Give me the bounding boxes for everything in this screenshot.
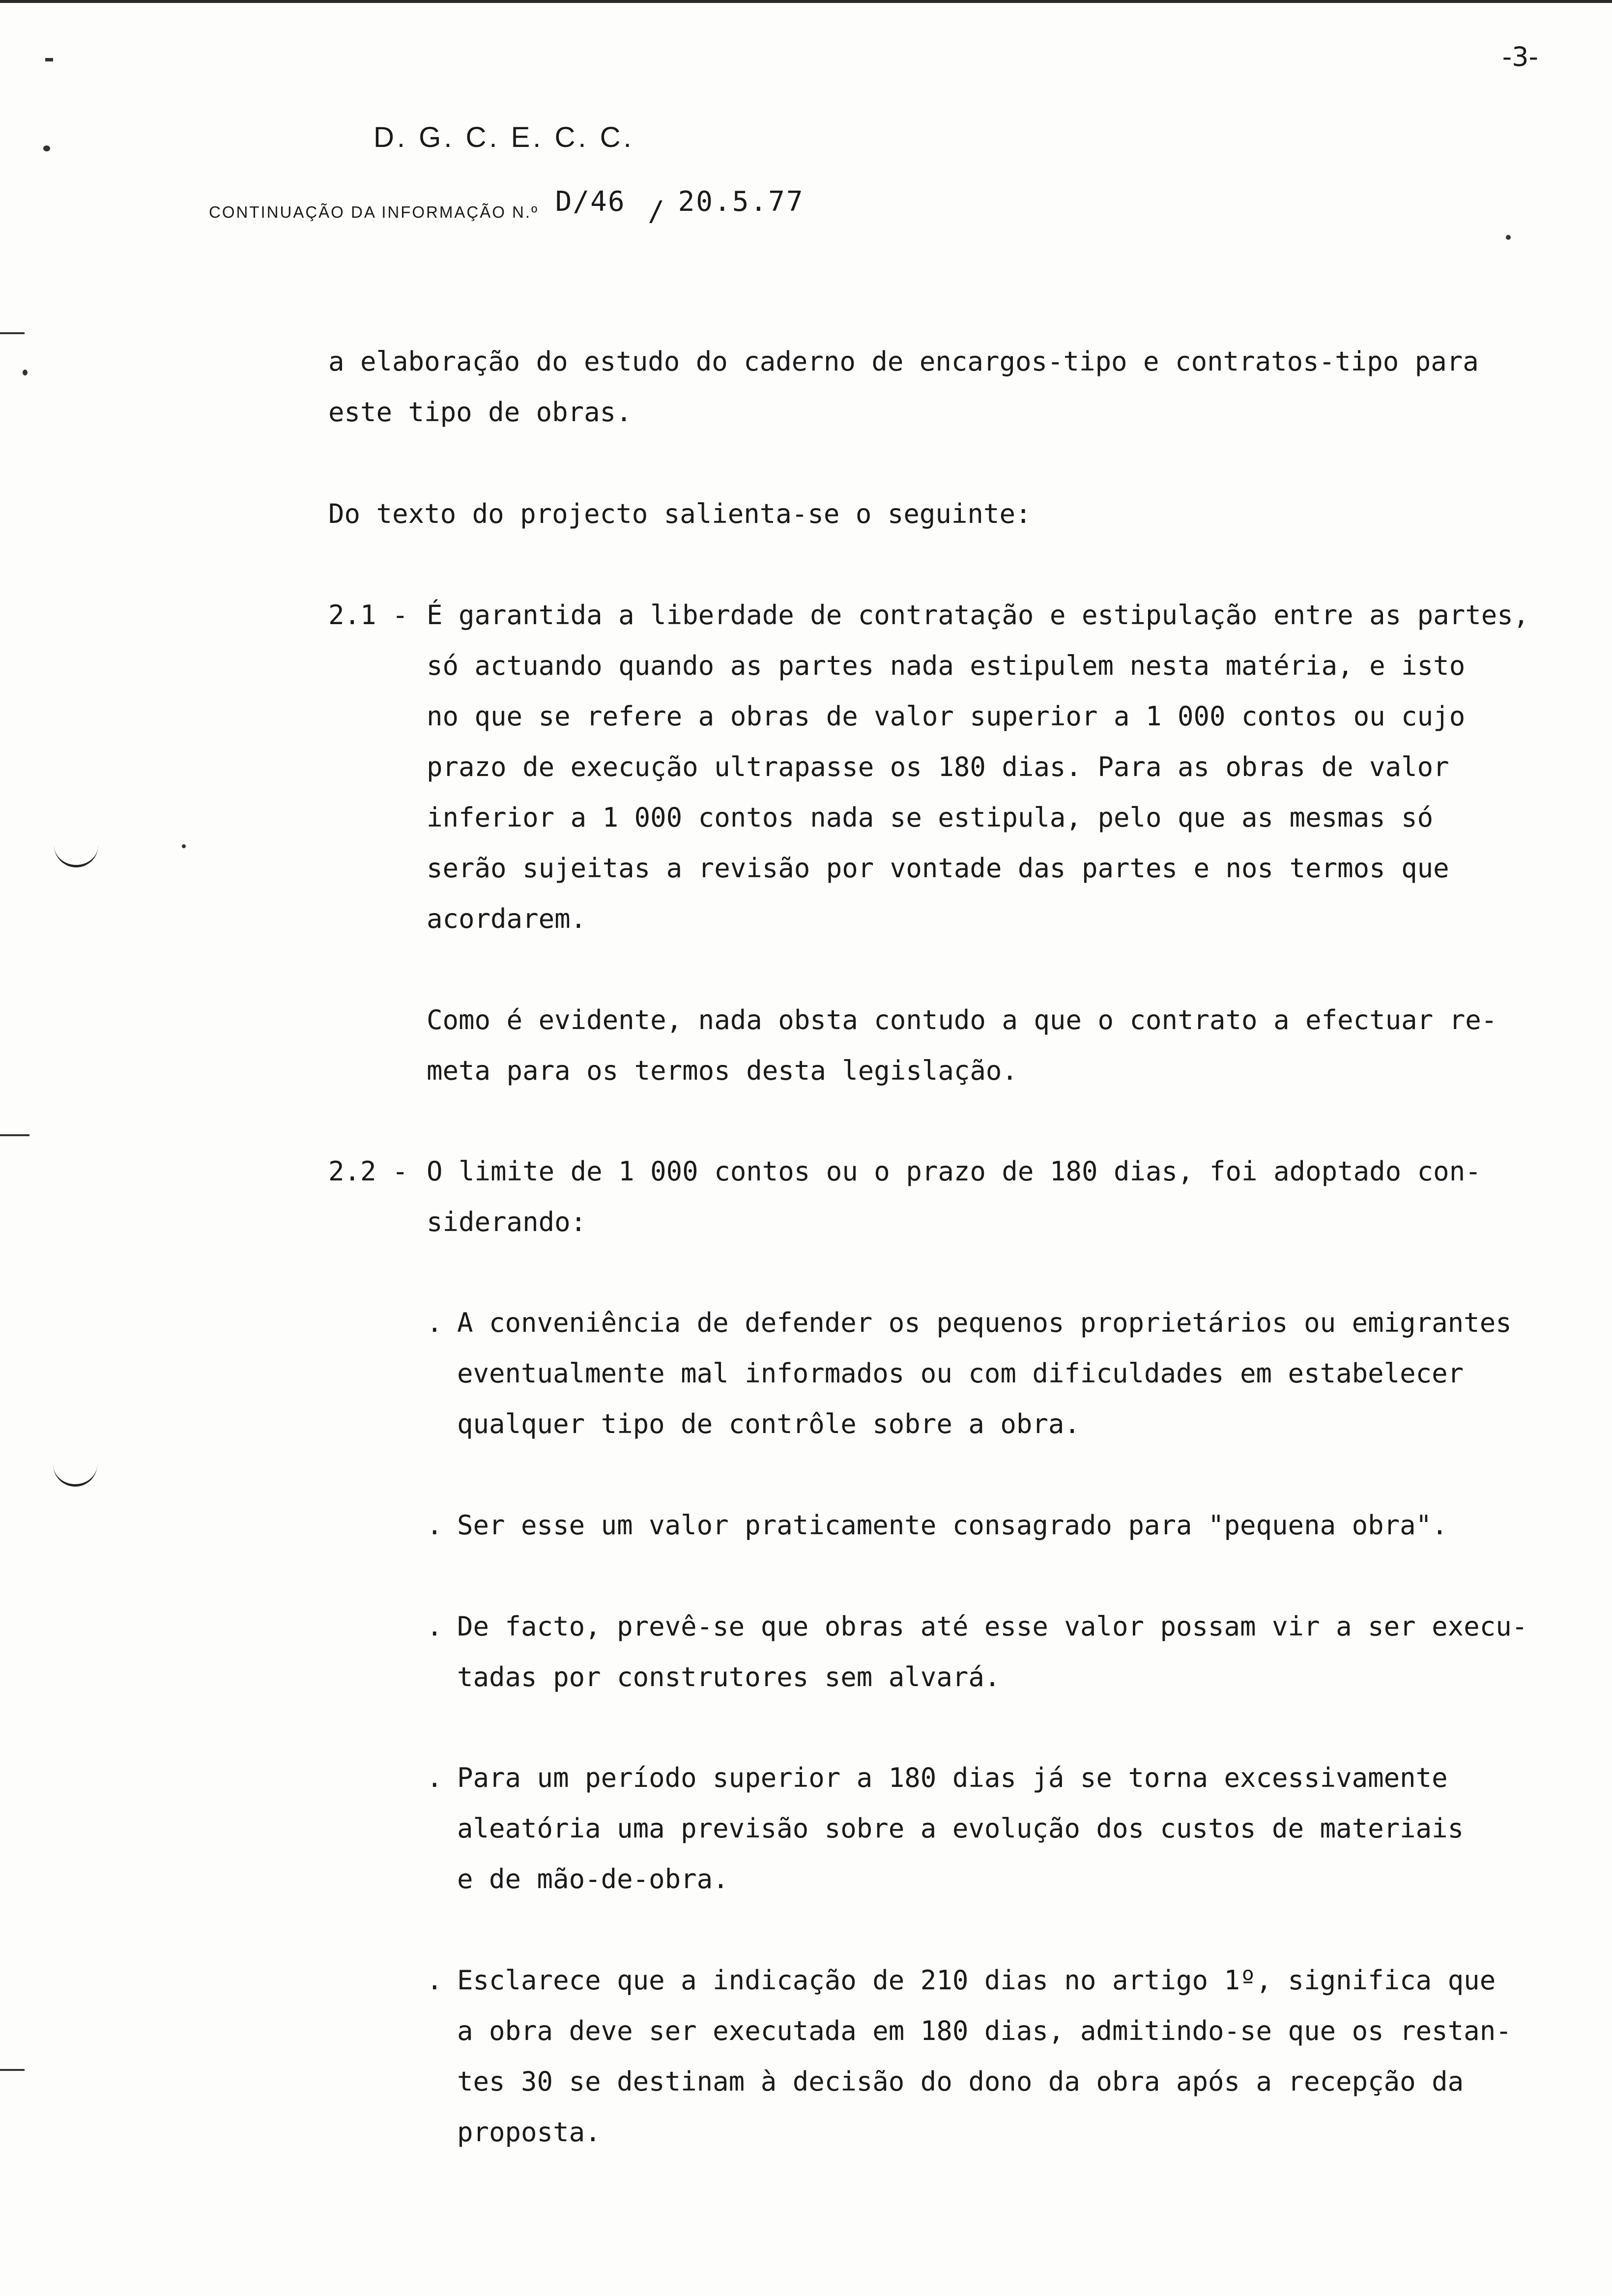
bullet-marker: .	[427, 1307, 443, 1338]
margin-arc-mark	[54, 835, 98, 867]
item-number: 2.1 -	[328, 600, 408, 631]
bullet-marker: .	[427, 1510, 443, 1541]
item-body	[427, 590, 1529, 944]
bullet-body	[457, 1955, 1512, 2157]
text-line: Do texto do projecto salienta-se o seguinte:	[328, 498, 1032, 529]
reference-separator: /	[648, 196, 664, 228]
text-line: Como é evidente, nada obsta contudo a que o contrato a efectuar re-	[427, 1004, 1497, 1035]
margin-dash-mark	[45, 58, 53, 61]
bullet-body	[457, 1500, 1448, 1550]
bullet-body	[457, 1601, 1527, 1702]
page-number: -3-	[1502, 41, 1538, 72]
margin-dash-mark	[0, 2069, 25, 2071]
followup-paragraph	[427, 995, 1497, 1096]
text-line: A conveniência de defender os pequenos proprietários ou emigrantes	[457, 1307, 1512, 1338]
text-line: É garantida a liberdade de contratação e estipulação entre as partes,	[427, 600, 1529, 631]
text-line: tes 30 se destinam à decisão do dono da obra após a recepção da	[457, 2066, 1464, 2097]
bullet-marker: .	[427, 1611, 443, 1642]
reference-label: CONTINUAÇÃO DA INFORMAÇÃO N.º	[209, 203, 539, 221]
margin-dot-mark	[182, 844, 186, 848]
bullet-marker: .	[427, 1762, 443, 1793]
text-line: O limite de 1 000 contos ou o prazo de 180 dias, foi adoptado con-	[427, 1156, 1481, 1187]
bullet-body	[457, 1752, 1464, 1904]
margin-dash-mark	[0, 1134, 29, 1136]
bullet-marker: .	[427, 1965, 443, 1996]
text-line: qualquer tipo de contrôle sobre a obra.	[457, 1408, 1080, 1439]
text-line: siderando:	[427, 1206, 587, 1237]
bullet-body	[457, 1297, 1512, 1449]
text-line: aleatória uma previsão sobre a evolução dos custos de materiais	[457, 1813, 1464, 1844]
text-line: Ser esse um valor praticamente consagrado para "pequena obra".	[457, 1510, 1448, 1541]
text-line: meta para os termos desta legislação.	[427, 1055, 1018, 1086]
text-line: Esclarece que a indicação de 210 dias no artigo 1º, significa que	[457, 1965, 1496, 1996]
text-line: inferior a 1 000 contos nada se estipula, pelo que as mesmas só	[427, 802, 1434, 833]
margin-dash-mark	[0, 332, 25, 334]
text-line: a obra deve ser executada em 180 dias, admitindo-se que os restan-	[457, 2015, 1512, 2046]
text-line: só actuando quando as partes nada estipulem nesta matéria, e isto	[427, 650, 1466, 681]
text-line: prazo de execução ultrapasse os 180 dias. Para as obras de valor	[427, 751, 1449, 782]
text-line: eventualmente mal informados ou com dificuldades em estabelecer	[457, 1358, 1464, 1389]
text-line: De facto, prevê-se que obras até esse valor possam vir a ser execu-	[457, 1611, 1528, 1642]
text-line: proposta.	[457, 2117, 601, 2148]
margin-dot-mark	[23, 370, 28, 375]
reference-number: D/46	[555, 186, 626, 218]
item-body	[427, 1146, 1481, 1247]
text-line: acordarem.	[427, 903, 587, 934]
text-line: a elaboração do estudo do caderno de encargos-tipo e contratos-tipo para	[328, 346, 1479, 377]
top-border-line	[0, 0, 1612, 3]
text-line: serão sujeitas a revisão por vontade das partes e nos termos que	[427, 853, 1449, 884]
text-line: no que se refere a obras de valor superior a 1 000 contos ou cujo	[427, 701, 1466, 732]
text-line: este tipo de obras.	[328, 397, 632, 428]
item-number: 2.2 -	[328, 1156, 408, 1187]
reference-line	[209, 186, 805, 228]
margin-dot-mark	[43, 145, 50, 151]
text-line: tadas por construtores sem alvará.	[457, 1662, 1001, 1693]
department-heading: D. G. C. E. C. C.	[374, 121, 634, 153]
text-line: e de mão-de-obra.	[457, 1864, 729, 1894]
text-line: Para um período superior a 180 dias já se torna excessivamente	[457, 1762, 1448, 1793]
margin-arc-mark	[53, 1455, 97, 1487]
lead-sentence	[328, 488, 1031, 539]
intro-paragraph	[328, 336, 1479, 437]
right-dot-mark	[1506, 235, 1511, 240]
reference-date: 20.5.77	[678, 186, 805, 218]
